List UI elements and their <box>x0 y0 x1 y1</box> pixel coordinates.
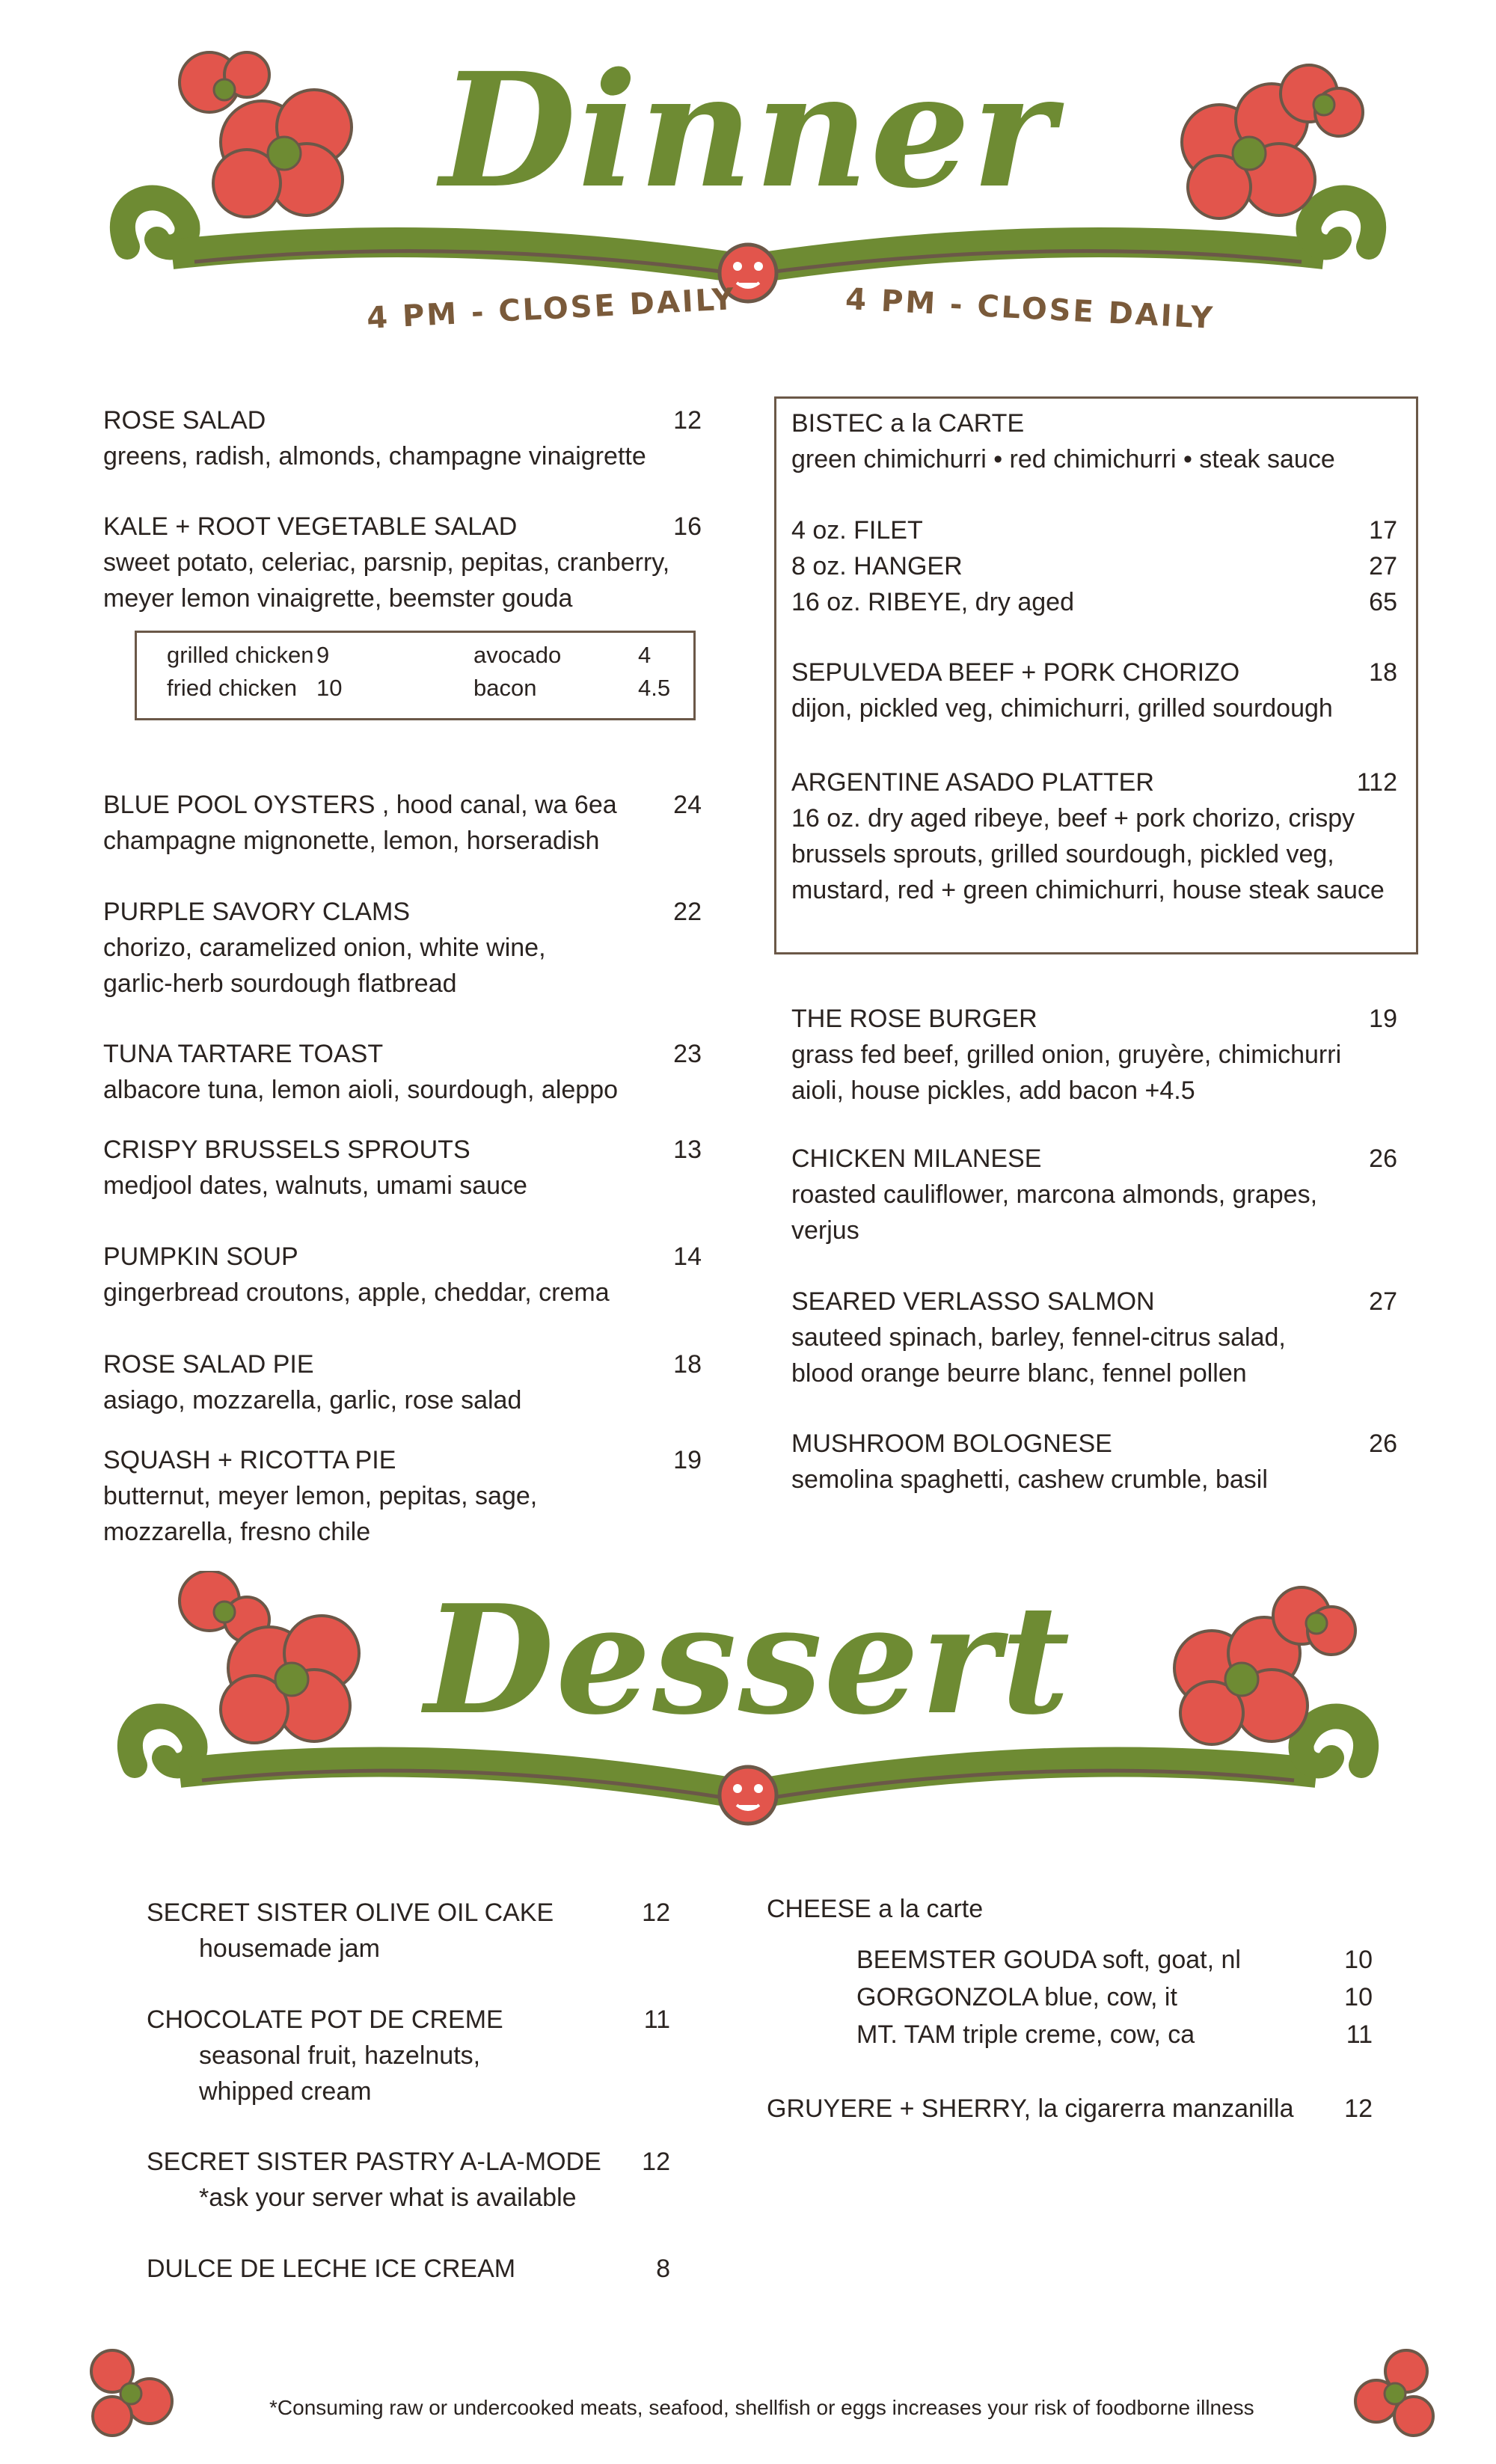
menu-item <box>147 2144 670 2216</box>
item-price: 27 <box>1369 1287 1397 1316</box>
menu-item <box>103 787 702 859</box>
menu-item <box>791 1284 1397 1391</box>
item-name: SEARED VERLASSO SALMON <box>791 1287 1155 1316</box>
cut-name: 16 oz. RIBEYE, dry aged <box>791 588 1074 616</box>
menu-item <box>103 1036 702 1108</box>
item-name: SEPULVEDA BEEF + PORK CHORIZO <box>791 658 1240 687</box>
item-description: chorizo, caramelized onion, white wine, garlic-herb sourdough flatbread <box>103 934 546 998</box>
item-price: 26 <box>1369 1144 1397 1173</box>
item-name: BLUE POOL OYSTERS , hood canal, wa 6ea <box>103 791 617 819</box>
item-name: DULCE DE LECHE ICE CREAM <box>147 2255 516 2283</box>
item-price: 8 <box>656 2255 670 2283</box>
item-price: 112 <box>1356 768 1397 797</box>
addon-price: 4 <box>638 642 652 668</box>
item-description: housemade jam <box>199 1934 380 1963</box>
item-name: ARGENTINE ASADO PLATTER <box>791 768 1154 797</box>
item-price: 23 <box>673 1040 702 1068</box>
item-price: 24 <box>673 791 702 819</box>
cheese-list <box>856 1941 1373 2053</box>
item-description: medjool dates, walnuts, umami sauce <box>103 1171 527 1200</box>
item-description: champagne mignonette, lemon, horseradish <box>103 827 600 855</box>
item-price: 13 <box>673 1136 702 1164</box>
menu-item <box>791 1141 1397 1248</box>
bistec-sauces: green chimichurri • red chimichurri • steak sauce <box>791 445 1335 474</box>
item-description: greens, radish, almonds, champagne vinaigrette <box>103 442 646 471</box>
item-description: albacore tuna, lemon aioli, sourdough, aleppo <box>103 1076 619 1104</box>
cheese-name: MT. TAM triple creme, cow, ca <box>856 2020 1195 2049</box>
item-price: 18 <box>1369 658 1397 687</box>
menu-item <box>791 1001 1397 1109</box>
cheese-name: GORGONZOLA blue, cow, it <box>856 1983 1177 2011</box>
item-price: 26 <box>1369 1429 1397 1458</box>
item-description: *ask your server what is available <box>199 2183 577 2212</box>
cut-name: 8 oz. HANGER <box>791 552 963 580</box>
item-name: SECRET SISTER OLIVE OIL CAKE <box>147 1898 554 1927</box>
menu-item <box>791 764 1397 908</box>
item-price: 14 <box>673 1242 702 1271</box>
item-name: MUSHROOM BOLOGNESE <box>791 1429 1112 1458</box>
bistec-cuts <box>791 512 1397 620</box>
cheese-price: 10 <box>1344 1983 1373 2011</box>
item-name: ROSE SALAD PIE <box>103 1350 314 1379</box>
cut-row <box>791 548 1397 584</box>
cut-row <box>791 512 1397 548</box>
item-price: 12 <box>642 2148 670 2176</box>
item-name: PUMPKIN SOUP <box>103 1242 298 1271</box>
menu-item <box>103 894 702 1002</box>
item-name: CRISPY BRUSSELS SPROUTS <box>103 1136 470 1164</box>
item-description: asiago, mozzarella, garlic, rose salad <box>103 1386 522 1415</box>
cheese-row <box>856 1941 1373 1979</box>
item-price: 19 <box>1369 1005 1397 1033</box>
item-description: roasted cauliflower, marcona almonds, grapes, verjus <box>791 1180 1318 1245</box>
footer-disclaimer: *Consuming raw or undercooked meats, seafood, shellfish or eggs increases your risk of foodborne illness <box>269 2396 1254 2419</box>
item-name: CHOCOLATE POT DE CREME <box>147 2005 503 2034</box>
item-name: KALE + ROOT VEGETABLE SALAD <box>103 512 518 541</box>
item-price: 12 <box>673 406 702 435</box>
item-name: SQUASH + RICOTTA PIE <box>103 1446 396 1474</box>
cheese-row <box>856 2016 1373 2053</box>
addon-name: avocado <box>473 642 562 668</box>
item-price: 22 <box>673 898 702 926</box>
cut-price: 17 <box>1369 516 1397 545</box>
item-description: 16 oz. dry aged ribeye, beef + pork chorizo, crispy brussels sprouts, grilled sourdough, pickled veg, mustard, red + green chimichurri, house steak sauce <box>791 804 1385 904</box>
addon-price: 10 <box>316 675 343 701</box>
cut-name: 4 oz. FILET <box>791 516 923 545</box>
item-name: PURPLE SAVORY CLAMS <box>103 898 411 926</box>
cheese-pairing <box>767 2091 1373 2127</box>
menu-item <box>103 1132 702 1204</box>
addon-name: fried chicken <box>167 675 298 701</box>
item-name: TUNA TARTARE TOAST <box>103 1040 384 1068</box>
cheese-price: 11 <box>1346 2020 1373 2049</box>
bistec-header <box>791 405 1397 477</box>
pairing-price: 12 <box>1344 2094 1373 2123</box>
addon-row <box>167 639 693 672</box>
menu-item <box>147 1895 670 1967</box>
item-price: 19 <box>673 1446 702 1474</box>
addon-price: 9 <box>316 642 330 668</box>
addon-name: grilled chicken <box>167 642 314 668</box>
addon-name: bacon <box>473 675 537 701</box>
cheese-price: 10 <box>1344 1946 1373 1974</box>
cut-price: 65 <box>1369 588 1397 616</box>
addons-box <box>135 631 696 720</box>
item-name: ROSE SALAD <box>103 406 266 435</box>
addon-price: 4.5 <box>638 675 671 701</box>
item-price: 12 <box>642 1898 670 1927</box>
dessert-title: Dessert <box>424 1572 1072 1748</box>
menu-item <box>103 1346 702 1418</box>
menu-item <box>791 655 1397 726</box>
bistec-title: BISTEC a la CARTE <box>791 409 1025 438</box>
dinner-hours-left: 4 PM - CLOSE DAILY <box>366 282 737 336</box>
item-price: 18 <box>673 1350 702 1379</box>
item-description: sauteed spinach, barley, fennel-citrus salad, blood orange beurre blanc, fennel pollen <box>791 1323 1286 1388</box>
cheese-name: BEEMSTER GOUDA soft, goat, nl <box>856 1946 1241 1974</box>
cut-row <box>791 584 1397 620</box>
item-description: grass fed beef, grilled onion, gruyère, chimichurri aioli, house pickles, add bacon +4.5 <box>791 1041 1342 1105</box>
dinner-hours-right: 4 PM - CLOSE DAILY <box>844 282 1216 336</box>
item-price: 16 <box>673 512 702 541</box>
menu-item <box>103 1442 702 1550</box>
menu-item <box>147 2002 670 2109</box>
menu-item <box>103 509 702 616</box>
item-description: butternut, meyer lemon, pepitas, sage, mozzarella, fresno chile <box>103 1482 538 1546</box>
addon-row <box>167 672 693 705</box>
item-description: semolina spaghetti, cashew crumble, basil <box>791 1465 1268 1494</box>
cheese-row <box>856 1979 1373 2016</box>
pairing-name: GRUYERE + SHERRY, la cigarerra manzanilla <box>767 2094 1294 2123</box>
menu-item <box>791 1426 1397 1498</box>
item-price: 11 <box>643 2005 670 2034</box>
item-name: SECRET SISTER PASTRY A-LA-MODE <box>147 2148 601 2176</box>
item-description: sweet potato, celeriac, parsnip, pepitas, cranberry, meyer lemon vinaigrette, beemster gouda <box>103 548 670 613</box>
item-name: CHICKEN MILANESE <box>791 1144 1042 1173</box>
item-description: seasonal fruit, hazelnuts, whipped cream <box>199 2041 481 2106</box>
dinner-title: Dinner <box>440 38 1056 223</box>
item-description: dijon, pickled veg, chimichurri, grilled sourdough <box>791 694 1333 723</box>
menu-item <box>147 2251 670 2287</box>
item-name: THE ROSE BURGER <box>791 1005 1037 1033</box>
item-description: gingerbread croutons, apple, cheddar, crema <box>103 1278 610 1307</box>
cut-price: 27 <box>1369 552 1397 580</box>
menu-item <box>103 1239 702 1311</box>
cheese-title: CHEESE a la carte <box>767 1895 984 1923</box>
menu-item <box>103 402 702 474</box>
